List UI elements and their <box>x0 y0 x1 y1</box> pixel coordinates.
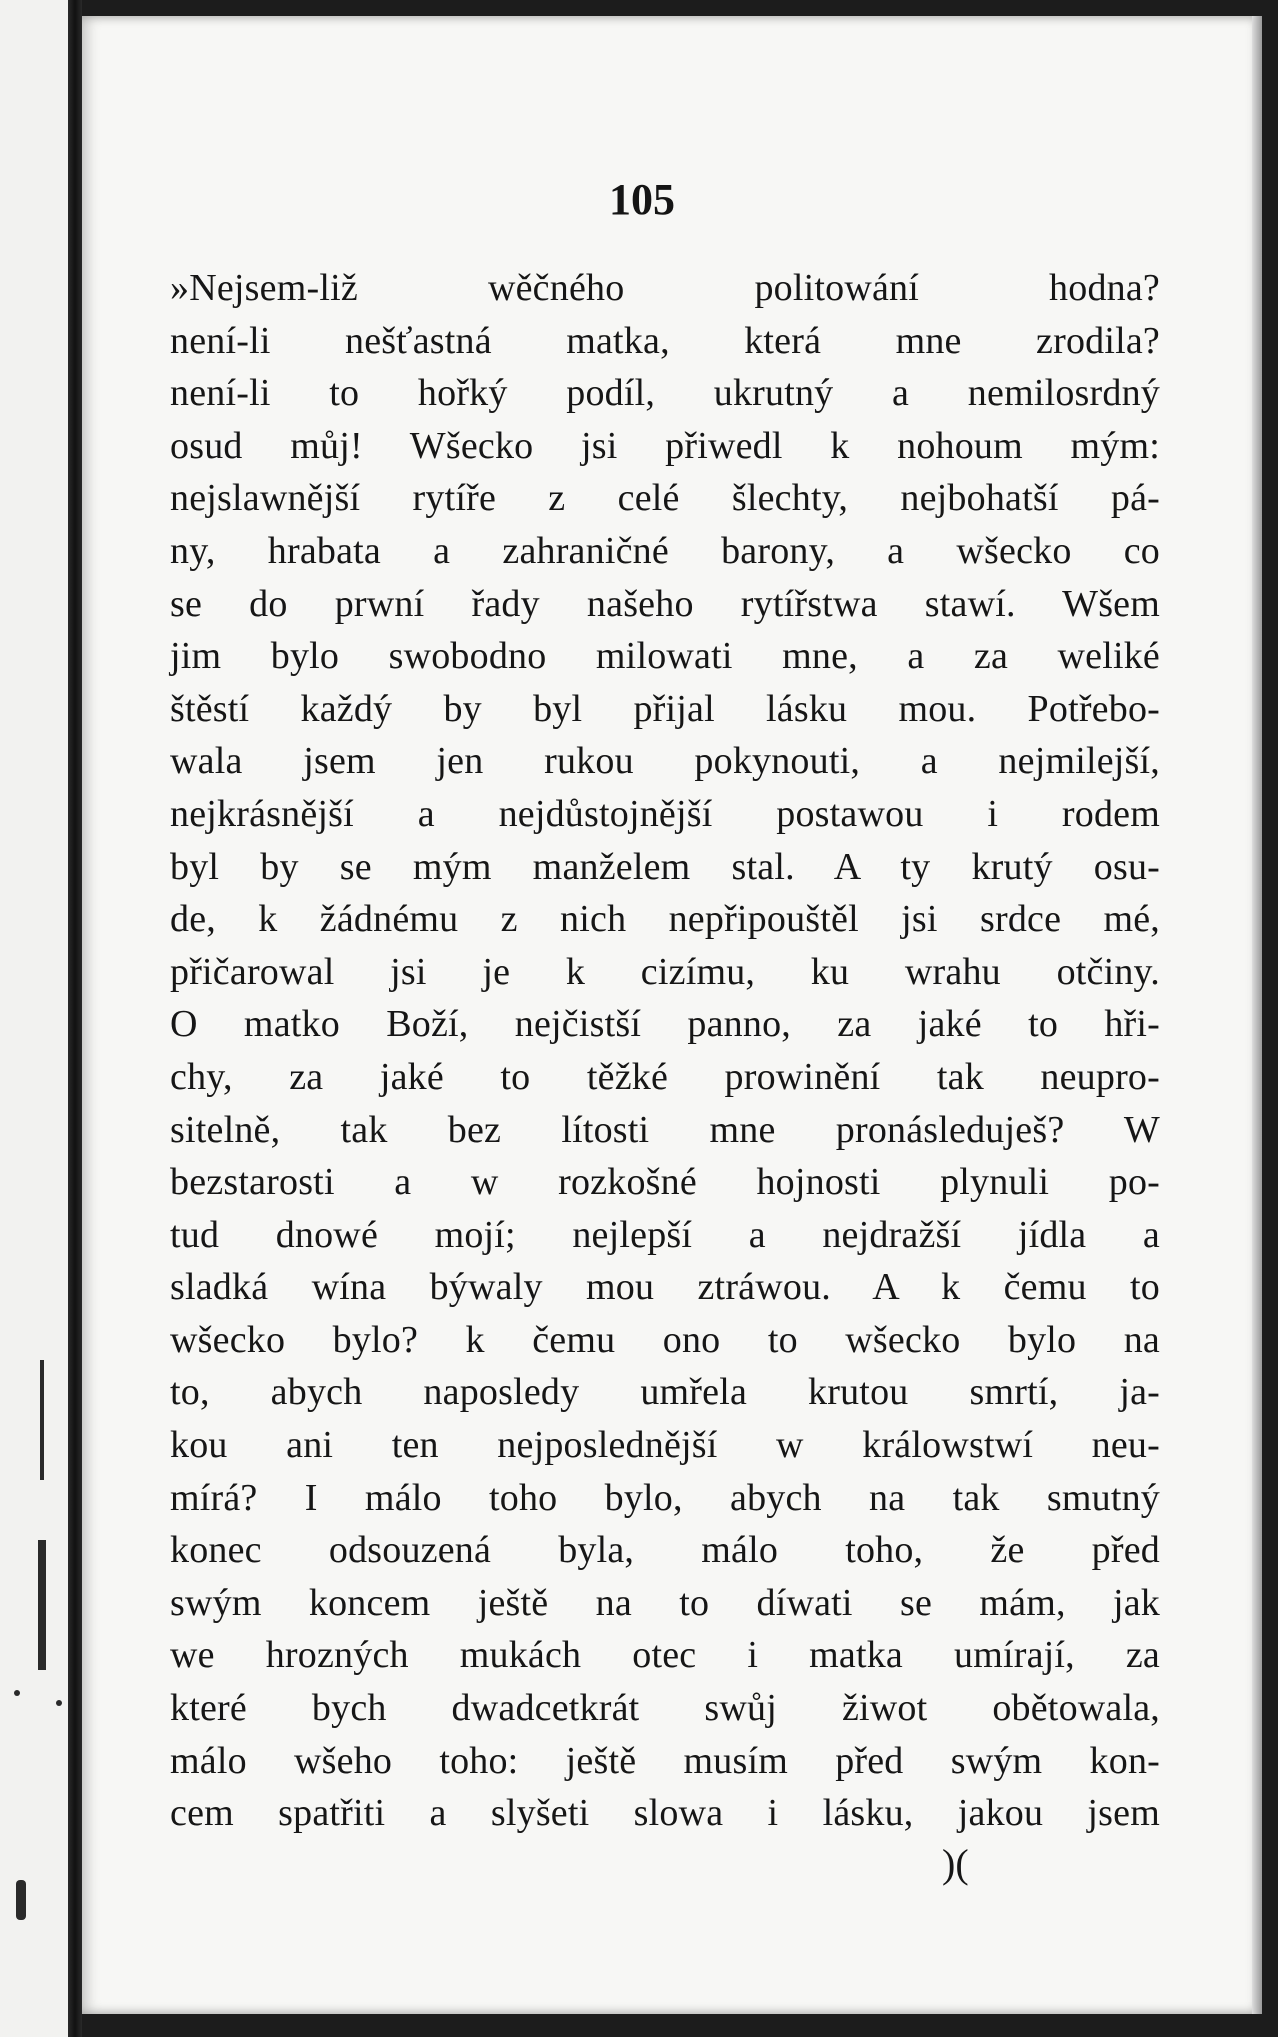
text-line: nejkrásnější a nejdůstojnější postawou i rodem <box>170 792 1160 835</box>
text-line: které bych dwadcetkrát swůj žiwot obětowala, <box>170 1687 1160 1730</box>
text-line: štěstí každý by byl přijal lásku mou. Potřebo- <box>170 687 1160 730</box>
text-line: tud dnowé mojí; nejlepší a nejdražší jídla a <box>170 1213 1160 1256</box>
text-line: sitelně, tak bez lítosti mne pronásleduješ? W <box>170 1108 1160 1151</box>
text-line: málo wšeho toho: ještě musím před swým kon- <box>170 1739 1160 1782</box>
text-line: sladká wína býwaly mou ztráwou. A k čemu to <box>170 1266 1160 1309</box>
book-page <box>82 16 1262 2014</box>
text-line: se do prwní řady našeho rytířstwa stawí. Wšem <box>170 582 1160 625</box>
margin-mark <box>16 1880 26 1920</box>
text-line: nejslawnější rytíře z celé šlechty, nejbohatší pá- <box>170 477 1160 520</box>
text-line: kou ani ten nejposlednější w králowstwí neu- <box>170 1424 1160 1467</box>
text-line: wala jsem jen rukou pokynouti, a nejmilejší, <box>170 740 1160 783</box>
text-line: O matko Boží, nejčistší panno, za jaké to hři- <box>170 1003 1160 1046</box>
text-line: cem spatřiti a slyšeti slowa i lásku, jakou jsem <box>170 1792 1160 1835</box>
margin-mark <box>56 1700 62 1706</box>
margin-mark <box>14 1690 20 1696</box>
text-line: přičarowal jsi je k cizímu, ku wrahu otčiny. <box>170 950 1160 993</box>
text-line: bezstarosti a w rozkošné hojnosti plynuli po- <box>170 1161 1160 1204</box>
margin-mark <box>40 1360 44 1480</box>
text-line: byl by se mým manželem stal. A ty krutý osu- <box>170 845 1160 888</box>
margin-mark <box>38 1540 46 1670</box>
previous-page-edge <box>0 0 68 2037</box>
page-number: 105 <box>609 175 675 224</box>
text-line: konec odsouzená byla, málo toho, že před <box>170 1529 1160 1572</box>
text-line: mírá? I málo toho bylo, abych na tak smutný <box>170 1476 1160 1519</box>
text-line: »Nejsem-liž wěčného politowání hodna? <box>170 267 1160 309</box>
text-line: chy, za jaké to těžké prowinění tak neupro- <box>170 1055 1160 1098</box>
text-line: we hrozných mukách otec i matka umírají, za <box>170 1634 1160 1677</box>
body-text <box>170 262 1160 1840</box>
catchword: )( <box>942 1841 969 1886</box>
book-gutter <box>68 0 82 2037</box>
text-line: není-li to hořký podíl, ukrutný a nemilosrdný <box>170 372 1160 415</box>
text-line: to, abych naposledy umřela krutou smrtí, ja- <box>170 1371 1160 1414</box>
text-line: wšecko bylo? k čemu ono to wšecko bylo na <box>170 1318 1160 1361</box>
text-line: osud můj! Wšecko jsi přiwedl k nohoum mým: <box>170 424 1160 467</box>
text-line: de, k žádnému z nich nepřipouštěl jsi srdce mé, <box>170 898 1160 941</box>
text-line: ny, hrabata a zahraničné barony, a wšecko co <box>170 529 1160 572</box>
page-edge <box>1252 16 1262 2014</box>
text-line: jim bylo swobodno milowati mne, a za weliké <box>170 635 1160 678</box>
text-line: swým koncem ještě na to díwati se mám, jak <box>170 1581 1160 1624</box>
text-line: není-li nešťastná matka, která mne zrodila? <box>170 319 1160 362</box>
